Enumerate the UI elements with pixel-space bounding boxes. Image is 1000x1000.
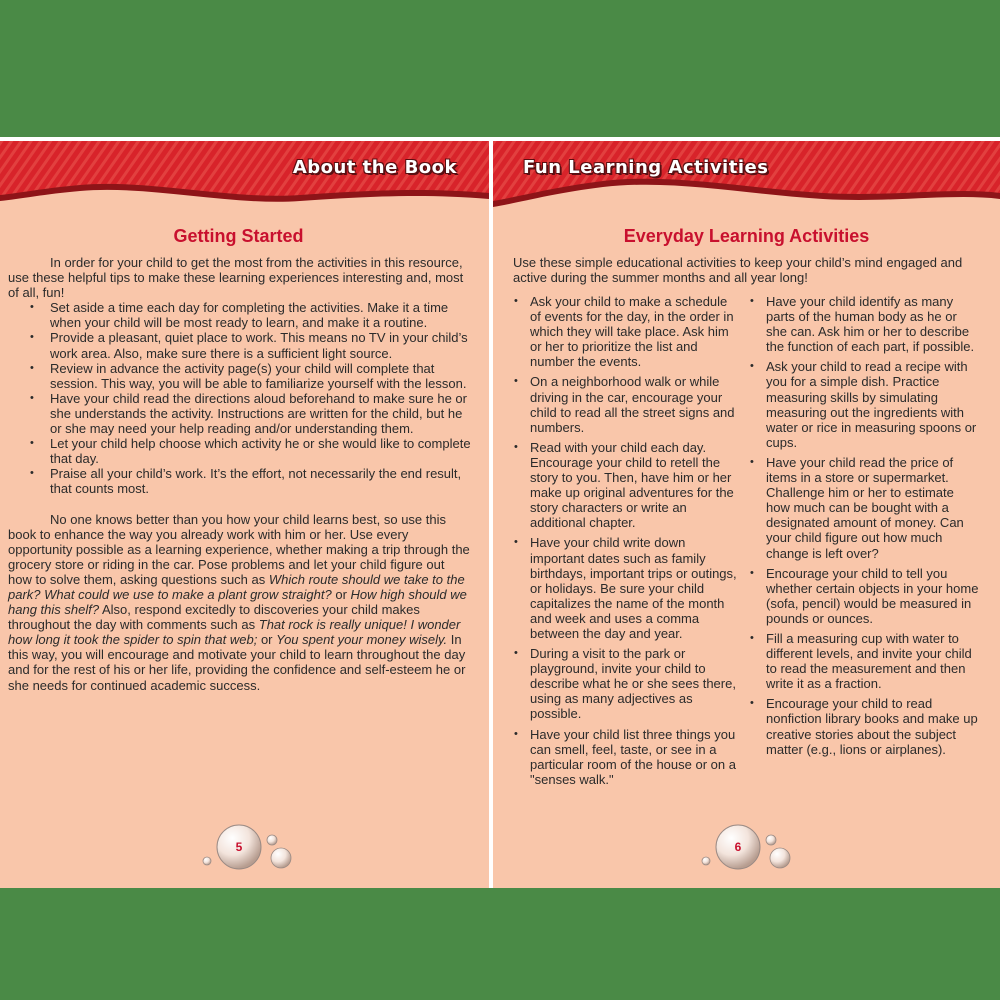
left-banner bbox=[0, 141, 489, 213]
list-item: • Encourage your child to tell you whether certain objects in your home (sofa, pencil) would be measured in pounds or ounces. bbox=[749, 566, 979, 626]
list-item: • Provide a pleasant, quiet place to work. This means no TV in your child’s work area. Also, make sure there is a sufficient light source. bbox=[8, 330, 471, 360]
list-item: • On a neighborhood walk or while driving in the car, encourage your child to read all the street signs and numbers. bbox=[513, 374, 741, 434]
list-item: • Have your child list three things you can smell, feel, taste, or see in a particular room of the house or on a "senses walk." bbox=[513, 727, 741, 787]
page-number: 5 bbox=[235, 840, 243, 854]
list-item: • Praise all your child’s work. It’s the effort, not necessarily the end result, that counts most. bbox=[8, 466, 471, 496]
page-number-bubbles bbox=[699, 819, 799, 873]
list-item: • Fill a measuring cup with water to different levels, and invite your child to read the measurement and then write it as a fraction. bbox=[749, 631, 979, 691]
list-item: • Encourage your child to read nonfiction library books and make up creative stories about the subject matter (e.g., lions or airplanes). bbox=[749, 696, 979, 756]
left-body-text bbox=[8, 255, 471, 693]
bottom-green-band bbox=[0, 888, 1000, 1000]
list-item: • Ask your child to read a recipe with you for a simple dish. Practice measuring skills by simulating measuring out the ingredients with water or rice in measuring spoons or cups. bbox=[749, 359, 979, 450]
list-item: • Have your child read the directions aloud beforehand to make sure he or she understands the activity. Instructions are written for the child, but he or she may need your help reading and/or understanding them. bbox=[8, 391, 471, 436]
activities-column-2 bbox=[749, 294, 979, 762]
list-item: • Have your child identify as many parts of the human body as he or she can. Ask him or her to describe the function of each part, if possible. bbox=[749, 294, 979, 354]
list-item: • Set aside a time each day for completing the activities. Make it a time when your child will be most ready to learn, and make it a routine. bbox=[8, 300, 471, 330]
section-heading: Getting Started bbox=[173, 226, 304, 246]
list-item: • Let your child help choose which activity he or she would like to complete that day. bbox=[8, 436, 471, 466]
section-heading: Everyday Learning Activities bbox=[623, 226, 870, 246]
list-item: • Have your child read the price of items in a store or supermarket. Challenge him or her to estimate how much can be bought with a designated amount of money. Can your child figure out how much change is left over? bbox=[749, 455, 979, 561]
list-item: • Ask your child to make a schedule of events for the day, in the order in which they will take place. Ask him or her to prioritize the list and number the events. bbox=[513, 294, 741, 369]
activities-column-1 bbox=[513, 294, 741, 792]
list-item: • Have your child write down important dates such as family birthdays, important trips or outings, or holidays. Be sure your child capitalizes the name of the month and week and uses a comma between the day and year. bbox=[513, 535, 741, 641]
intro-paragraph: In order for your child to get the most from the activities in this resource, use these helpful tips to make these learning experiences interesting and, most of all, fun! bbox=[8, 255, 464, 301]
intro-paragraph: Use these simple educational activities to keep your child’s mind engaged and active during the summer months and all year long! bbox=[513, 255, 963, 286]
right-banner bbox=[493, 141, 1000, 213]
banner-title: Fun Learning Activities bbox=[523, 157, 769, 178]
left-page bbox=[0, 141, 489, 888]
page-number: 6 bbox=[734, 840, 742, 854]
page-number-bubbles bbox=[200, 819, 300, 873]
list-item: • During a visit to the park or playground, invite your child to describe what he or she sees there, using as many adjectives as possible. bbox=[513, 646, 741, 721]
list-item: • Review in advance the activity page(s) your child will complete that session. This way, you will be able to familiarize yourself with the lesson. bbox=[8, 361, 471, 391]
tips-list bbox=[8, 300, 471, 496]
banner-title: About the Book bbox=[292, 157, 457, 178]
right-page bbox=[493, 141, 1000, 888]
list-item: • Read with your child each day. Encourage your child to retell the story to you. Then, have him or her make up original adventures for the story characters or write an additional chapter. bbox=[513, 440, 741, 531]
closing-paragraph: No one knows better than you how your child learns best, so use this book to enhance the way you already work with him or her. Use every opportunity possible as a learning experience, whether making a trip through the grocery store or riding in the car. Pose problems and let your child figure out how to solve them, asking questions such as Which route should we take to the park? What could we use to make a plant grow straight? or How high should we hang this shelf? Also, respond excitedly to discoveries your child makes throughout the day with comments such as That rock is really unique! I wonder how long it took the spider to spin that web; or You spent your money wisely. In this way, you will encourage and motivate your child to learn throughout the day and for the rest of his or her life, providing the confidence and self-esteem he or she needs for continued academic success. bbox=[8, 511, 470, 693]
top-green-band bbox=[0, 0, 1000, 137]
